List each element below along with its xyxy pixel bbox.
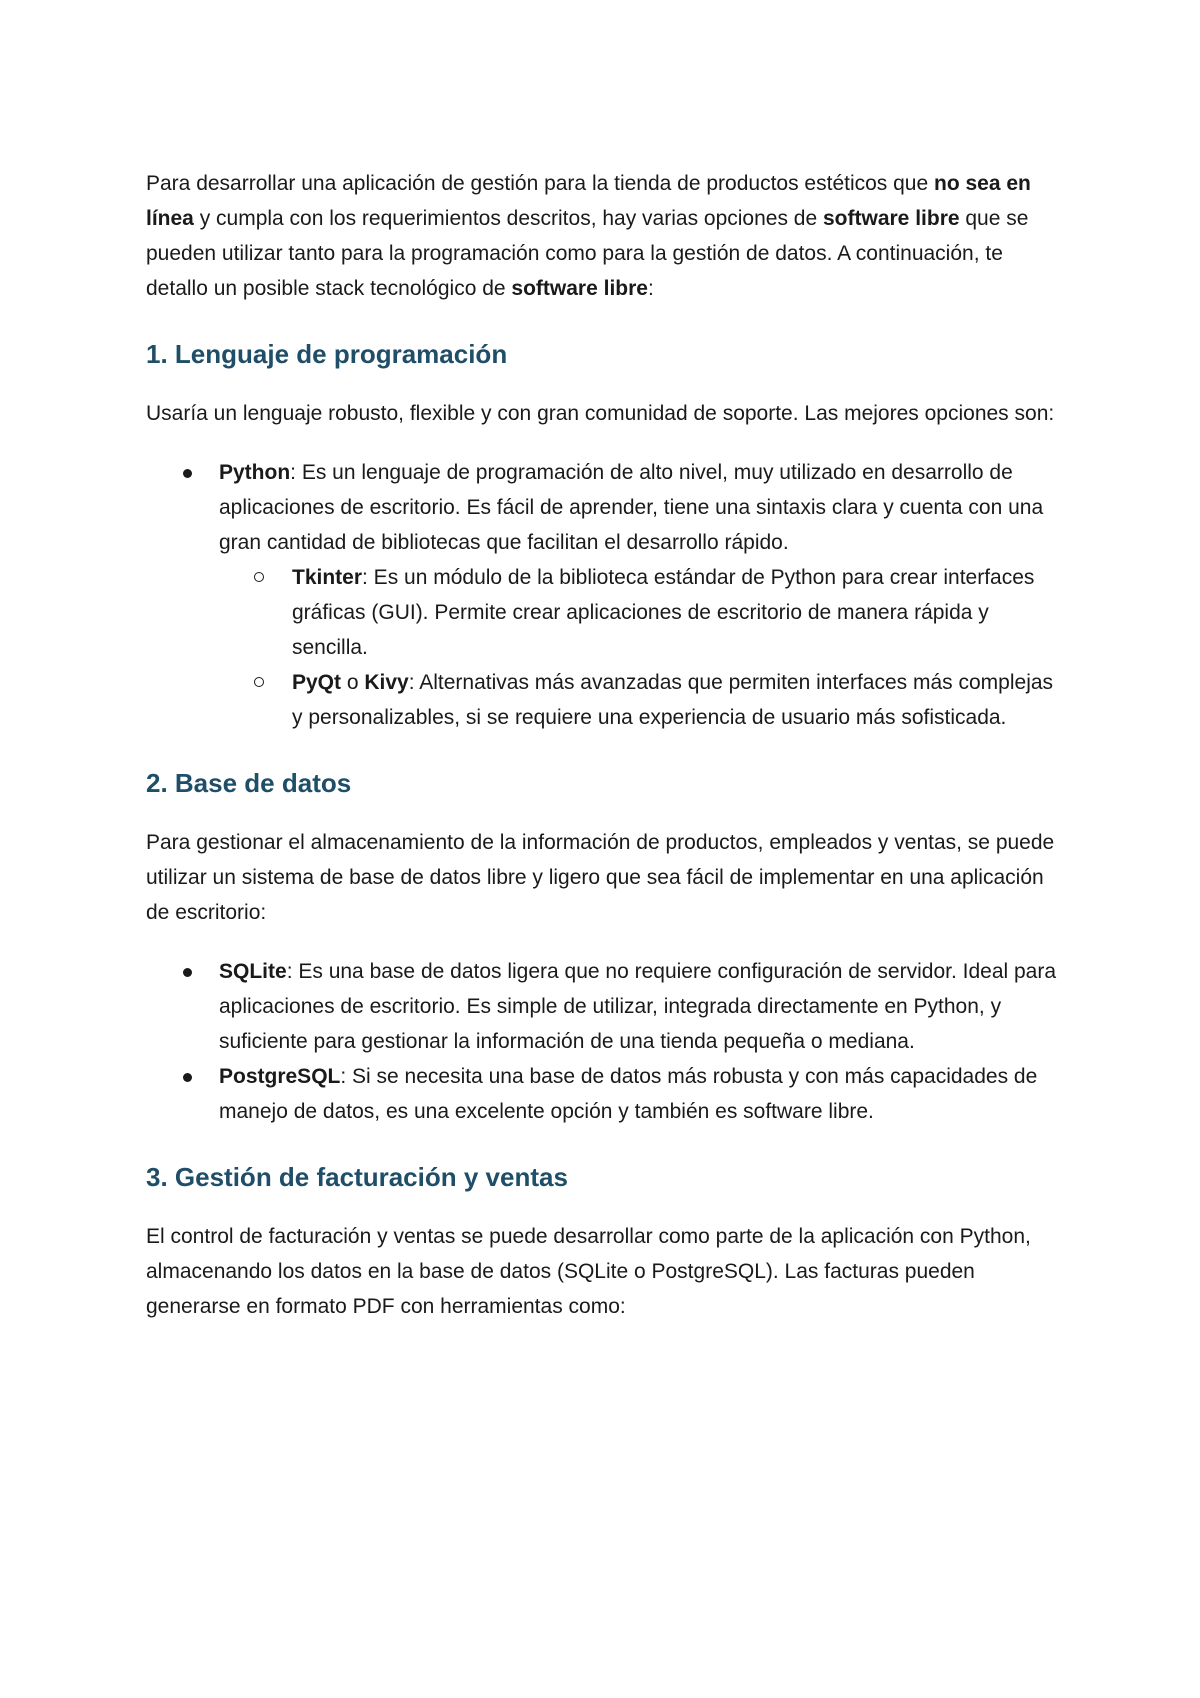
subitem-connector: o	[341, 671, 365, 694]
section-1-heading: 1. Lenguaje de programación	[146, 339, 508, 369]
intro-bold-1: no sea en línea	[146, 172, 1031, 230]
bullet-icon	[183, 469, 192, 478]
circle-bullet-icon	[254, 572, 264, 582]
intro-paragraph	[146, 166, 1066, 306]
item-name: SQLite	[219, 960, 287, 983]
item-text: : Es una base de datos ligera que no requiere configuración de servidor. Ideal para aplicaciones de escritorio. Es simple de utilizar, integrada directamente en Python, y suficiente para gestionar la información de una tienda pequeña o mediana.	[219, 960, 1057, 1053]
section-1-list	[146, 455, 1066, 735]
subitem-name: Tkinter	[292, 566, 363, 589]
section-2-list	[146, 954, 1066, 1129]
intro-bold-3: software libre	[511, 277, 648, 300]
list-item-postgresql	[146, 1059, 1066, 1129]
section-1-paragraph: Usaría un lenguaje robusto, flexible y con gran comunidad de soporte. Las mejores opciones son:	[146, 402, 1055, 425]
circle-bullet-icon	[254, 677, 264, 687]
intro-text-1: Para desarrollar una aplicación de gestión para la tienda de productos estéticos que	[146, 172, 935, 195]
section-2-heading: 2. Base de datos	[146, 768, 352, 798]
item-name: Python	[219, 461, 291, 484]
section-3-paragraph: El control de facturación y ventas se puede desarrollar como parte de la aplicación con Python, almacenando los datos en la base de datos (SQLite o PostgreSQL). Las facturas pueden generarse en formato PDF con herramientas como:	[146, 1225, 1031, 1318]
intro-text-2: y cumpla con los requerimientos descritos, hay varias opciones de	[193, 207, 823, 230]
list-item-sqlite	[146, 954, 1066, 1059]
list-item-python	[146, 455, 1066, 735]
sublist-item-pyqt-kivy	[219, 665, 1066, 735]
sublist-item-tkinter	[219, 560, 1066, 665]
subitem-text: : Alternativas más avanzadas que permiten interfaces más complejas y personalizables, si se requiere una experiencia de usuario más sofisticada.	[292, 671, 1054, 729]
item-text: : Si se necesita una base de datos más robusta y con más capacidades de manejo de datos, es una excelente opción y también es software libre.	[219, 1065, 1038, 1123]
section-3-heading: 3. Gestión de facturación y ventas	[146, 1162, 568, 1192]
intro-text-3: que se pueden utilizar tanto para la programación como para la gestión de datos. A continuación, te detallo un posible stack tecnológico de	[146, 207, 1029, 300]
subitem-name: PyQt	[292, 671, 342, 694]
sublist	[219, 560, 1066, 735]
section-2-paragraph: Para gestionar el almacenamiento de la información de productos, empleados y ventas, se puede utilizar un sistema de base de datos libre y ligero que sea fácil de implementar en una aplicación de escritorio:	[146, 831, 1055, 924]
item-name: PostgreSQL	[219, 1065, 341, 1088]
intro-text-4: :	[647, 277, 654, 300]
bullet-icon	[183, 968, 192, 977]
document-page	[146, 166, 1066, 1348]
subitem-name-2: Kivy	[364, 671, 409, 694]
subitem-text: : Es un módulo de la biblioteca estándar de Python para crear interfaces gráficas (GUI). Permite crear aplicaciones de escritorio de manera rápida y sencilla.	[292, 566, 1035, 659]
bullet-icon	[183, 1073, 192, 1082]
intro-bold-2: software libre	[823, 207, 960, 230]
item-text: : Es un lenguaje de programación de alto nivel, muy utilizado en desarrollo de aplicaciones de escritorio. Es fácil de aprender, tiene una sintaxis clara y cuenta con una gran cantidad de bibliotecas que facilitan el desarrollo rápido.	[219, 461, 1044, 554]
